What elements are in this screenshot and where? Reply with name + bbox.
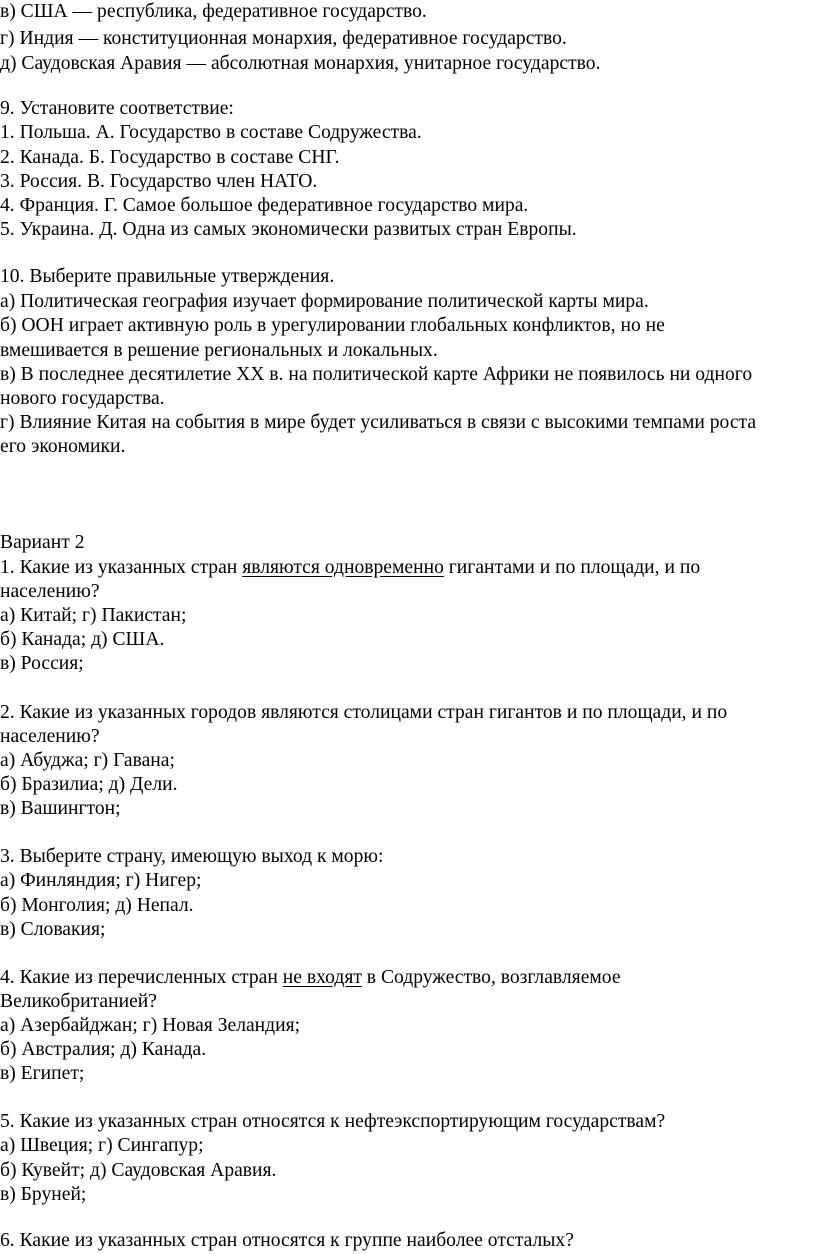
v2-q2-line1: 2. Какие из указанных городов являются столицами стран гигантов и по площади, и по bbox=[0, 702, 728, 723]
q10-line: б) ООН играет активную роль в урегулировании глобальных конфликтов, но не bbox=[0, 315, 665, 336]
q8-option-g: г) Индия — конституционная монархия, федеративное государство. bbox=[0, 28, 567, 49]
v2-q2-option: а) Абуджа; г) Гавана; bbox=[0, 750, 175, 771]
v2-q2-option: б) Бразилиа; д) Дели. bbox=[0, 774, 178, 795]
v2-q4-suffix: в Содружество, возглавляемое bbox=[361, 967, 621, 988]
v2-q4-underlined: не входят bbox=[282, 967, 362, 988]
v2-q5-line1: 5. Какие из указанных стран относятся к нефтеэкспортирующим государствам? bbox=[0, 1111, 666, 1132]
v2-q5-option: в) Бруней; bbox=[0, 1184, 87, 1205]
v2-q1-underlined: являются одновременно bbox=[242, 557, 444, 578]
v2-q1-option: б) Канада; д) США. bbox=[0, 629, 165, 650]
q10-line: а) Политическая география изучает формирование политической карты мира. bbox=[0, 291, 649, 312]
variant-title: Вариант 2 bbox=[0, 532, 85, 553]
v2-q2-line2: населению? bbox=[0, 726, 100, 747]
v2-q5-option: а) Швеция; г) Сингапур; bbox=[0, 1135, 204, 1156]
v2-q1-line2: населению? bbox=[0, 581, 100, 602]
v2-q4-prefix: 4. Какие из перечисленных стран bbox=[0, 967, 283, 988]
q8-option-d: д) Саудовская Аравия — абсолютная монархия, унитарное государство. bbox=[0, 53, 601, 74]
v2-q1-prefix: 1. Какие из указанных стран bbox=[0, 557, 243, 578]
v2-q1-option: в) Россия; bbox=[0, 653, 84, 674]
v2-q4-line2: Великобританией? bbox=[0, 991, 157, 1012]
q9-row: 4. Франция. Г. Самое большое федеративное государство мира. bbox=[0, 195, 529, 216]
v2-q4-option: б) Австралия; д) Канада. bbox=[0, 1039, 207, 1060]
q9-row: 1. Польша. А. Государство в составе Содружества. bbox=[0, 122, 422, 143]
q10-line: в) В последнее десятилетие XX в. на политической карте Африки не появилось ни одного bbox=[0, 364, 753, 385]
q10-title: 10. Выберите правильные утверждения. bbox=[0, 266, 335, 287]
q9-title: 9. Установите соответствие: bbox=[0, 98, 234, 119]
q10-line: вмешивается в решение региональных и локальных. bbox=[0, 340, 438, 361]
v2-q6-line1: 6. Какие из указанных стран относятся к группе наиболее отсталых? bbox=[0, 1230, 574, 1251]
v2-q3-option: в) Словакия; bbox=[0, 919, 106, 940]
v2-q1-line1 bbox=[0, 556, 700, 580]
v2-q3-line1: 3. Выберите страну, имеющую выход к морю: bbox=[0, 846, 384, 867]
v2-q1-option: а) Китай; г) Пакистан; bbox=[0, 605, 187, 626]
q10-line: его экономики. bbox=[0, 436, 126, 457]
v2-q4-option: в) Египет; bbox=[0, 1063, 85, 1084]
v2-q1-suffix: гигантами и по площади, и по bbox=[443, 557, 701, 578]
q9-row: 3. Россия. В. Государство член НАТО. bbox=[0, 171, 318, 192]
v2-q3-option: б) Монголия; д) Непал. bbox=[0, 895, 194, 916]
q9-row: 5. Украина. Д. Одна из самых экономически развитых стран Европы. bbox=[0, 219, 577, 240]
v2-q2-option: в) Вашингтон; bbox=[0, 798, 121, 819]
q10-line: г) Влияние Китая на события в мире будет усиливаться в связи с высокими темпами роста bbox=[0, 412, 757, 433]
q8-option-v: в) США — республика, федеративное государство. bbox=[0, 1, 427, 22]
q9-row: 2. Канада. Б. Государство в составе СНГ. bbox=[0, 147, 340, 168]
v2-q3-option: а) Финляндия; г) Нигер; bbox=[0, 870, 202, 891]
q10-line: нового государства. bbox=[0, 388, 165, 409]
v2-q4-line1 bbox=[0, 966, 621, 990]
v2-q5-option: б) Кувейт; д) Саудовская Аравия. bbox=[0, 1160, 277, 1181]
v2-q4-option: а) Азербайджан; г) Новая Зеландия; bbox=[0, 1015, 301, 1036]
